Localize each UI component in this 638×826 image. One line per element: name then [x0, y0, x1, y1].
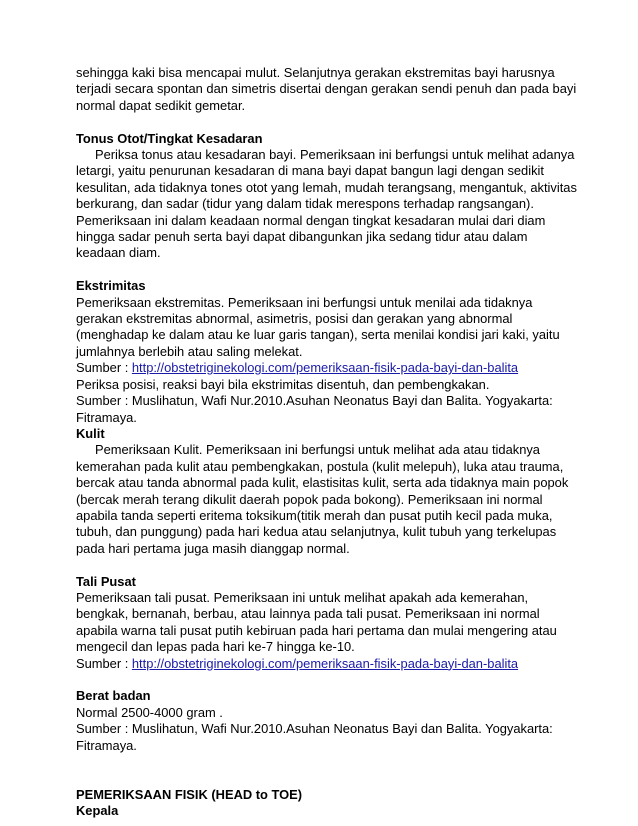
text-line: Pemeriksaan tali pusat. Pemeriksaan ini untuk melihat apakah ada kemerahan, [76, 589, 529, 605]
source-line [76, 656, 576, 672]
section-tali-pusat [76, 574, 576, 672]
text-line: (menghadap ke dalam atau ke luar garis tangan), serta menilai kondisi jari kaki, yaitu [76, 327, 560, 343]
section-heading: Tonus Otot/Tingkat Kesadaran [76, 130, 263, 146]
section-heading: Berat badan [76, 688, 151, 704]
spacer [76, 262, 576, 278]
intro-paragraph [76, 65, 576, 114]
subsection-heading: Kepala [76, 803, 119, 819]
text-line: Sumber : Muslihatun, Wafi Nur.2010.Asuhan Neonatus Bayi dan Balita. Yogyakarta: [76, 721, 553, 737]
text-line: tubuh, dan punggung) pada hari kedua atau selanjutnya, kulit tubuh yang terkelupas [76, 524, 557, 540]
section-kulit [76, 426, 576, 557]
text-line: mengecil dan lepas pada hari ke-7 hingga ke-10. [76, 639, 355, 655]
text-line: Fitramaya. [76, 409, 137, 425]
section-ekstrimitas [76, 278, 576, 426]
text-line: kemerahan pada kulit atau pembengkakan, postula (kulit melepuh), luka atau trauma, [76, 458, 564, 474]
spacer [76, 114, 576, 130]
text-line: Normal 2500-4000 gram . [76, 704, 223, 720]
text-line: berkurang, dan sadar (tidur yang dalam tidak merespons terhadap rangsangan). [76, 196, 534, 212]
text-line: terjadi secara spontan dan simetris disertai dengan gerakan sendi penuh dan pada bayi [76, 81, 577, 97]
source-prefix: Sumber : [76, 655, 132, 671]
text-line: Pemeriksaan ekstremitas. Pemeriksaan ini berfungsi untuk menilai ada tidaknya [76, 294, 533, 310]
section-heading: Kulit [76, 425, 105, 441]
text-line: Periksa posisi, reaksi bayi bila ekstrimitas disentuh, dan pembengkakan. [76, 376, 490, 392]
section-berat-badan [76, 688, 576, 754]
document-page [76, 65, 576, 820]
text-line: pada hari pertama juga masih dianggap normal. [76, 540, 350, 556]
spacer [76, 754, 576, 787]
text-line: keadaan diam. [76, 245, 161, 261]
spacer [76, 672, 576, 688]
text-line: kesulitan, ada tidaknya tones otot yang lemah, mudah terangsang, mengantuk, aktivitas [76, 179, 577, 195]
text-line: bercak atau tanda abnormal pada kulit, elastisitas kulit, serta ada tidaknya main popok [76, 475, 569, 491]
text-line: bengkak, bernanah, berbau, atau lainnya pada tali pusat. Pemeriksaan ini normal [76, 606, 540, 622]
text-line: jumlahnya berlebih atau saling melekat. [76, 343, 303, 359]
text-line: hingga sadar penuh serta bayi dapat dibangunkan jika sedang tidur atau dalam [76, 229, 528, 245]
source-link[interactable]: http://obstetriginekologi.com/pemeriksaan-fisik-pada-bayi-dan-balita [131, 360, 519, 376]
text-line: apabila warna tali pusat putih kebiruan pada hari pertama dan mulai mengering atau [76, 622, 557, 638]
text-line: Sumber : Muslihatun, Wafi Nur.2010.Asuhan Neonatus Bayi dan Balita. Yogyakarta: [76, 393, 553, 409]
text-line: gerakan ekstremitas abnormal, asimetris, posisi dan gerakan yang abnormal [76, 311, 513, 327]
text-line: Pemeriksaan ini dalam keadaan normal dengan tingkat kesadaran mulai dari diam [76, 212, 546, 228]
text-line: Periksa tonus atau kesadaran bayi. Pemeriksaan ini berfungsi untuk melihat adanya [95, 147, 575, 163]
section-heading: Tali Pusat [76, 573, 136, 589]
section-heading: Ekstrimitas [76, 278, 146, 294]
text-line: letargi, yaitu penurunan kesadaran di mana bayi dapat bangun lagi dengan sedikit [76, 163, 544, 179]
section-heading: PEMERIKSAAN FISIK (HEAD to TOE) [76, 786, 303, 802]
spacer [76, 557, 576, 573]
source-link[interactable]: http://obstetriginekologi.com/pemeriksaan-fisik-pada-bayi-dan-balita [131, 655, 519, 671]
text-line: apabila tanda seperti eritema toksikum(titik merah dan pusat putih kecil pada muka, [76, 507, 553, 523]
source-prefix: Sumber : [76, 360, 132, 376]
text-line: (bercak merah terang dikulit daerah popok pada bokong). Pemeriksaan ini normal [76, 491, 543, 507]
source-line [76, 360, 576, 376]
text-line: normal dapat sedikit gemetar. [76, 97, 246, 113]
text-line: Pemeriksaan Kulit. Pemeriksaan ini berfungsi untuk melihat ada atau tidaknya [95, 442, 540, 458]
text-line: sehingga kaki bisa mencapai mulut. Selanjutnya gerakan ekstremitas bayi harusnya [76, 65, 555, 80]
section-tonus [76, 131, 576, 262]
section-head-to-toe [76, 787, 576, 820]
text-line: Fitramaya. [76, 737, 137, 753]
